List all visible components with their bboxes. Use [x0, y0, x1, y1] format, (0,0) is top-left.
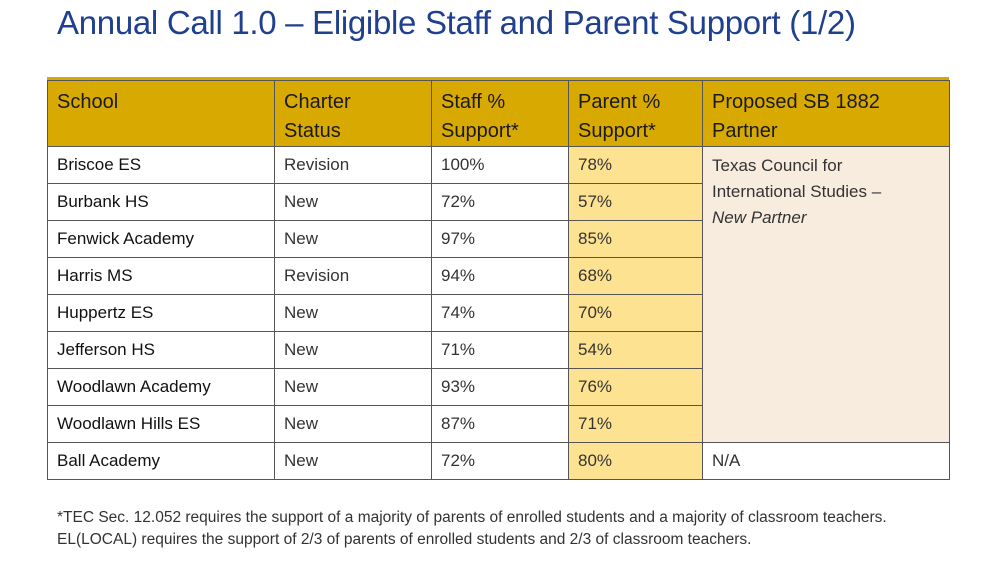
cell-parent: 57%: [569, 184, 703, 221]
cell-staff: 74%: [432, 295, 569, 332]
cell-partner-group: Texas Council for International Studies – New Partner: [703, 147, 950, 443]
cell-status: Revision: [275, 147, 432, 184]
cell-parent: 70%: [569, 295, 703, 332]
support-table: [47, 80, 950, 480]
cell-status: New: [275, 295, 432, 332]
support-table-container: [47, 77, 949, 480]
cell-parent: 76%: [569, 369, 703, 406]
cell-school: Huppertz ES: [48, 295, 275, 332]
cell-staff: 72%: [432, 443, 569, 480]
cell-parent: 78%: [569, 147, 703, 184]
cell-status: New: [275, 332, 432, 369]
cell-parent: 85%: [569, 221, 703, 258]
cell-staff: 93%: [432, 369, 569, 406]
cell-partner: N/A: [703, 443, 950, 480]
header-charter-status: Charter Status: [275, 81, 432, 147]
cell-staff: 72%: [432, 184, 569, 221]
cell-school: Ball Academy: [48, 443, 275, 480]
cell-parent: 54%: [569, 332, 703, 369]
cell-status: Revision: [275, 258, 432, 295]
cell-school: Briscoe ES: [48, 147, 275, 184]
cell-staff: 94%: [432, 258, 569, 295]
cell-status: New: [275, 406, 432, 443]
cell-staff: 100%: [432, 147, 569, 184]
footnote: *TEC Sec. 12.052 requires the support of a majority of parents of enrolled students and a majority of classroom teachers. EL(LOCAL) requires the support of 2/3 of parents of enrolled students and 2/3 of classroom teachers.: [57, 509, 887, 548]
header-partner: Proposed SB 1882 Partner: [703, 81, 950, 147]
page-title: Annual Call 1.0 – Eligible Staff and Parent Support (1/2): [57, 4, 856, 41]
header-school: School: [48, 81, 275, 147]
cell-school: Woodlawn Academy: [48, 369, 275, 406]
header-parent-support: Parent % Support*: [569, 81, 703, 147]
cell-school: Harris MS: [48, 258, 275, 295]
cell-school: Burbank HS: [48, 184, 275, 221]
cell-staff: 97%: [432, 221, 569, 258]
header-staff-support: Staff % Support*: [432, 81, 569, 147]
cell-status: New: [275, 221, 432, 258]
table-header-row: [48, 81, 950, 147]
cell-status: New: [275, 443, 432, 480]
cell-staff: 87%: [432, 406, 569, 443]
cell-parent: 71%: [569, 406, 703, 443]
cell-parent: 80%: [569, 443, 703, 480]
cell-staff: 71%: [432, 332, 569, 369]
cell-status: New: [275, 184, 432, 221]
cell-parent: 68%: [569, 258, 703, 295]
cell-school: Fenwick Academy: [48, 221, 275, 258]
table-row: [48, 147, 950, 184]
cell-school: Woodlawn Hills ES: [48, 406, 275, 443]
cell-status: New: [275, 369, 432, 406]
cell-school: Jefferson HS: [48, 332, 275, 369]
table-row: [48, 443, 950, 480]
